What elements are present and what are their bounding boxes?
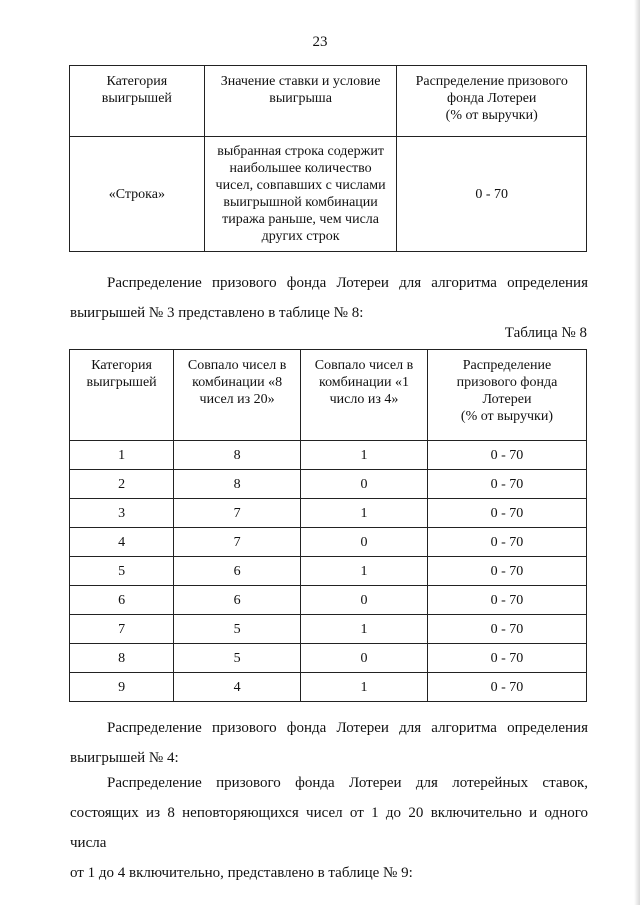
prize-table-8 — [69, 349, 587, 702]
scan-edge — [634, 0, 640, 905]
header-condition: Значение ставки и условие выигрыша — [204, 66, 397, 137]
table-caption: Таблица № 8 — [504, 325, 587, 341]
table-row: 6 6 0 0 - 70 — [70, 586, 587, 615]
table-row: 4 7 0 0 - 70 — [70, 528, 587, 557]
header-distribution: Распределение призового фонда Лотереи (% от выручки) — [397, 66, 587, 137]
table-row: 2 8 0 0 - 70 — [70, 470, 587, 499]
paragraph-distribution-8-of-20: Распределение призового фонда Лотереи для лотерейных ставок, состоящих из 8 неповторяющихся чисел от 1 до 20 включительно и одного числа от 1 до 4 включительно, представлено в таблице № 9: — [70, 775, 588, 881]
table-row: 7 5 1 0 - 70 — [70, 615, 587, 644]
header-category: Категория выигрышей — [70, 350, 174, 441]
header-distribution: Распределение призового фонда Лотереи (% от выручки) — [427, 350, 586, 441]
header-match-8-of-20: Совпало чисел в комбинации «8 чисел из 20» — [174, 350, 301, 441]
table-row: 5 6 1 0 - 70 — [70, 557, 587, 586]
header-category: Категория выигрышей — [70, 66, 205, 137]
cell-condition: выбранная строка содержит наибольшее количество чисел, совпавших с числами выигрышной комбинации тиража раньше, чем числа других строк — [204, 137, 397, 252]
table-row: 8 5 0 0 - 70 — [70, 644, 587, 673]
table-row: 3 7 1 0 - 70 — [70, 499, 587, 528]
prize-table-line — [69, 65, 587, 252]
table-row: 1 8 1 0 - 70 — [70, 441, 587, 470]
paragraph-algorithm-3: Распределение призового фонда Лотереи для алгоритма определения выигрышей № 3 представлено в таблице № 8: — [70, 275, 588, 321]
paragraph-algorithm-4: Распределение призового фонда Лотереи для алгоритма определения выигрышей № 4: — [70, 720, 588, 766]
cell-distribution: 0 - 70 — [397, 137, 587, 252]
table-row: 9 4 1 0 - 70 — [70, 673, 587, 702]
cell-category: «Строка» — [70, 137, 205, 252]
table-row — [70, 137, 587, 252]
header-match-1-of-4: Совпало чисел в комбинации «1 число из 4» — [301, 350, 428, 441]
page-number: 23 — [312, 34, 328, 50]
